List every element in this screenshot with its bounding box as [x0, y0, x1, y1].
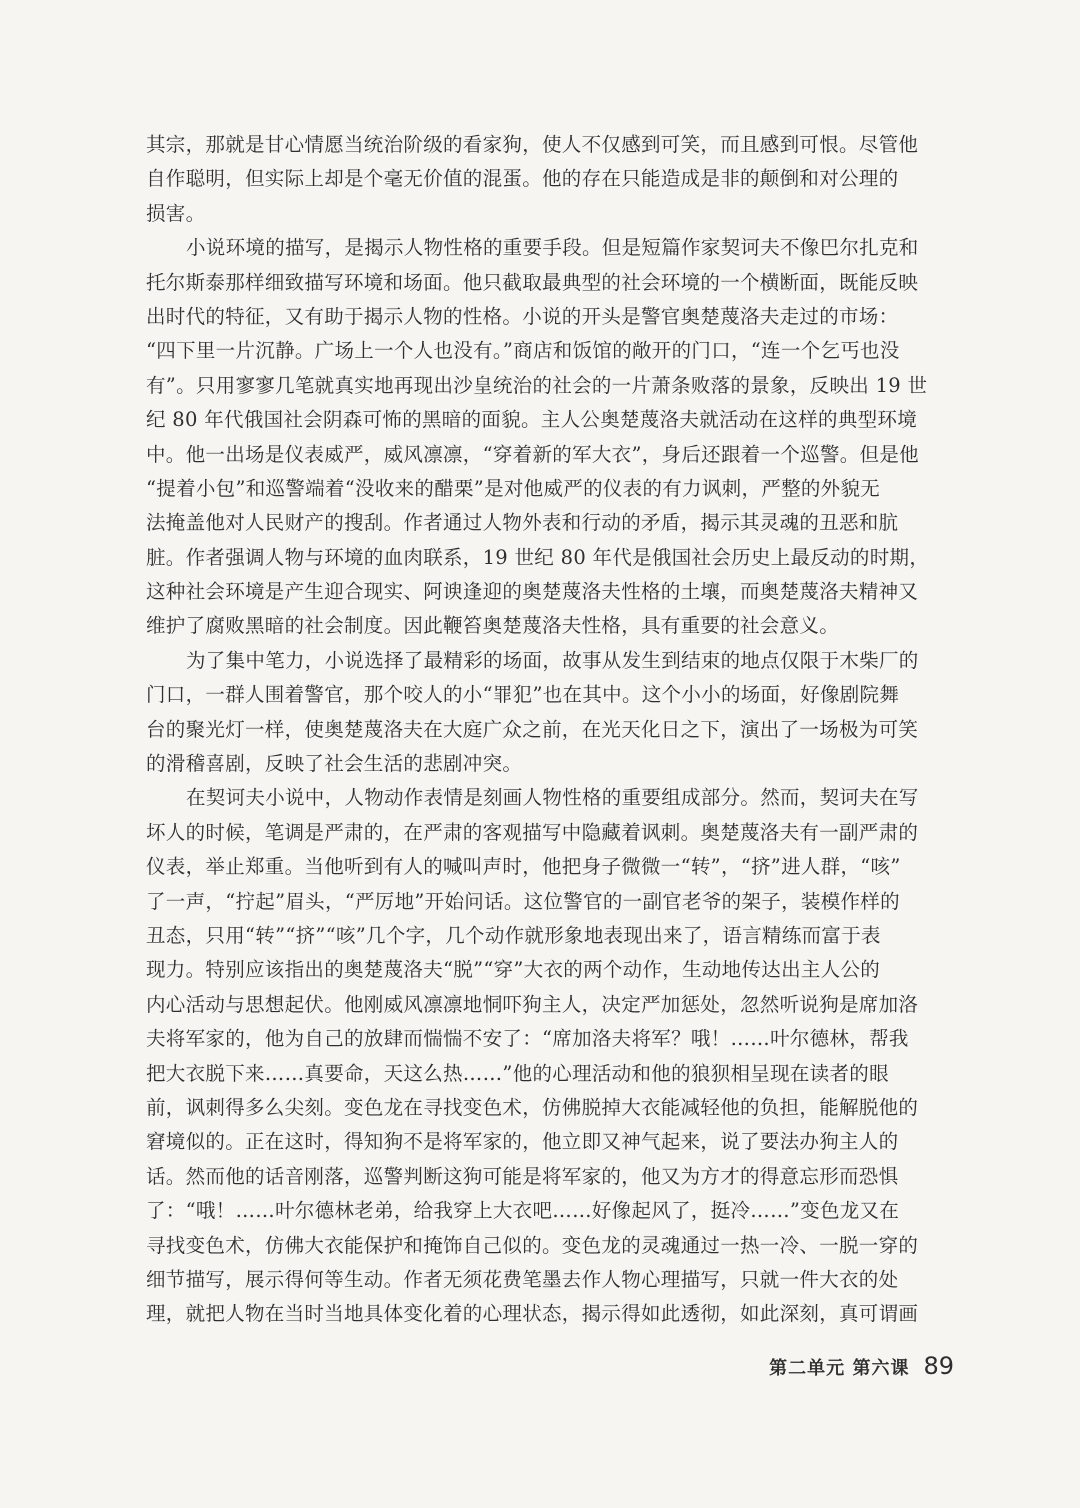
text-line: 其宗，那就是甘心情愿当统治阶级的看家狗，使人不仅感到可笑，而且感到可恨。尽管他: [146, 133, 919, 156]
text-line: 维护了腐败黑暗的社会制度。因此鞭笞奥楚蔑洛夫性格，具有重要的社会意义。: [146, 614, 840, 638]
text-line: 托尔斯泰那样细致描写环境和场面。他只截取最典型的社会环境的一个横断面，既能反映: [146, 270, 919, 294]
text-line: 了一声，“拧起”眉头，“严厉地”开始问话。这位警官的一副官老爷的架子，装模作样的: [146, 889, 900, 913]
page-footer: [769, 1352, 954, 1380]
section-label: 第二单元 第六课: [769, 1358, 910, 1379]
text-line: 坏人的时候，笔调是严肃的，在严肃的客观描写中隐藏着讽刺。奥楚蔑洛夫有一副严肃的: [146, 820, 919, 844]
text-line: 中。他一出场是仪表威严，威风凛凛，“穿着新的军大衣”，身后还跟着一个巡警。但是他: [146, 442, 919, 466]
text-line: 台的聚光灯一样，使奥楚蔑洛夫在大庭广众之前，在光天化日之下，演出了一场极为可笑: [146, 717, 919, 741]
text-line: 话。然而他的话音刚落，巡警判断这狗可能是将军家的，他又为方才的得意忘形而恐惧: [146, 1164, 899, 1188]
body-text: [146, 128, 964, 1332]
text-line: 纪 80 年代俄国社会阴森可怖的黑暗的面貌。主人公奥楚蔑洛夫就活动在这样的典型环境: [146, 408, 918, 432]
text-line: “四下里一片沉静。广场上一个人也没有。”商店和饭馆的敞开的门口，“连一个乞丐也没: [146, 339, 900, 363]
text-line: 夫将军家的，他为自己的放肆而惴惴不安了：“席加洛夫将军？哦！……叶尔德林，帮我: [146, 1027, 909, 1051]
text-line: 脏。作者强调人物与环境的血肉联系，19 世纪 80 年代是俄国社会历史上最反动的时期，: [146, 545, 930, 569]
text-line: 了：“哦！……叶尔德林老弟，给我穿上大衣吧……好像起风了，挺冷……”变色龙又在: [146, 1199, 900, 1223]
text-line: 窘境似的。正在这时，得知狗不是将军家的，他立即又神气起来，说了要法办狗主人的: [146, 1130, 899, 1154]
page-number: 89: [923, 1352, 954, 1380]
text-line: 仪表，举止郑重。当他听到有人的喊叫声时，他把身子微微一“转”，“挤”进人群，“咳”: [146, 855, 901, 879]
text-line: 把大衣脱下来……真要命，天这么热……”他的心理活动和他的狼狈相呈现在读者的眼: [146, 1061, 889, 1085]
text-line: 这种社会环境是产生迎合现实、阿谀逢迎的奥楚蔑洛夫性格的土壤，而奥楚蔑洛夫精神又: [146, 580, 919, 604]
text-line: 门口，一群人围着警官，那个咬人的小“罪犯”也在其中。这个小小的场面，好像剧院舞: [146, 683, 900, 707]
paragraph-start-line: 在契诃夫小说中，人物动作表情是刻画人物性格的重要组成部分。然而，契诃夫在写: [186, 786, 919, 810]
text-line: 法掩盖他对人民财产的搜刮。作者通过人物外表和行动的矛盾，揭示其灵魂的丑恶和肮: [146, 511, 899, 535]
paragraph-start-line: 为了集中笔力，小说选择了最精彩的场面，故事从发生到结束的地点仅限于木柴厂的: [186, 648, 919, 672]
text-line: 现力。特别应该指出的奥楚蔑洛夫“脱”“穿”大衣的两个动作，生动地传达出主人公的: [146, 958, 881, 982]
text-line: 寻找变色术，仿佛大衣能保护和掩饰自己似的。变色龙的灵魂通过一热一冷、一脱一穿的: [146, 1233, 919, 1257]
text-line: 的滑稽喜剧，反映了社会生活的悲剧冲突。: [146, 752, 523, 776]
text-line: 丑态，只用“转”“挤”“咳”几个字，几个动作就形象地表现出来了，语言精练而富于表: [146, 923, 881, 947]
text-line: 损害。: [146, 201, 206, 225]
text-line: 内心活动与思想起伏。他刚威风凛凛地恫吓狗主人，决定严加惩处，忽然听说狗是席加洛: [146, 992, 919, 1016]
text-line: “提着小包”和巡警端着“没收来的醋栗”是对他威严的仪表的有力讽刺，严整的外貌无: [146, 476, 881, 500]
text-line: 有”。只用寥寥几笔就真实地再现出沙皇统治的社会的一片萧条败落的景象，反映出 19 世: [146, 373, 928, 397]
text-line: 理，就把人物在当时当地具体变化着的心理状态，揭示得如此透彻，如此深刻，真可谓画: [146, 1302, 919, 1326]
text-line: 前，讽刺得多么尖刻。变色龙在寻找变色术，仿佛脱掉大衣能减轻他的负担，能解脱他的: [146, 1095, 919, 1119]
text-line: 细节描写，展示得何等生动。作者无须花费笔墨去作人物心理描写，只就一件大衣的处: [146, 1267, 899, 1291]
text-line: 自作聪明，但实际上却是个毫无价值的混蛋。他的存在只能造成是非的颠倒和对公理的: [146, 167, 899, 191]
text-line: 出时代的特征，又有助于揭示人物的性格。小说的开头是警官奥楚蔑洛夫走过的市场：: [146, 304, 899, 328]
paragraph-start-line: 小说环境的描写，是揭示人物性格的重要手段。但是短篇作家契诃夫不像巴尔扎克和: [186, 236, 919, 260]
